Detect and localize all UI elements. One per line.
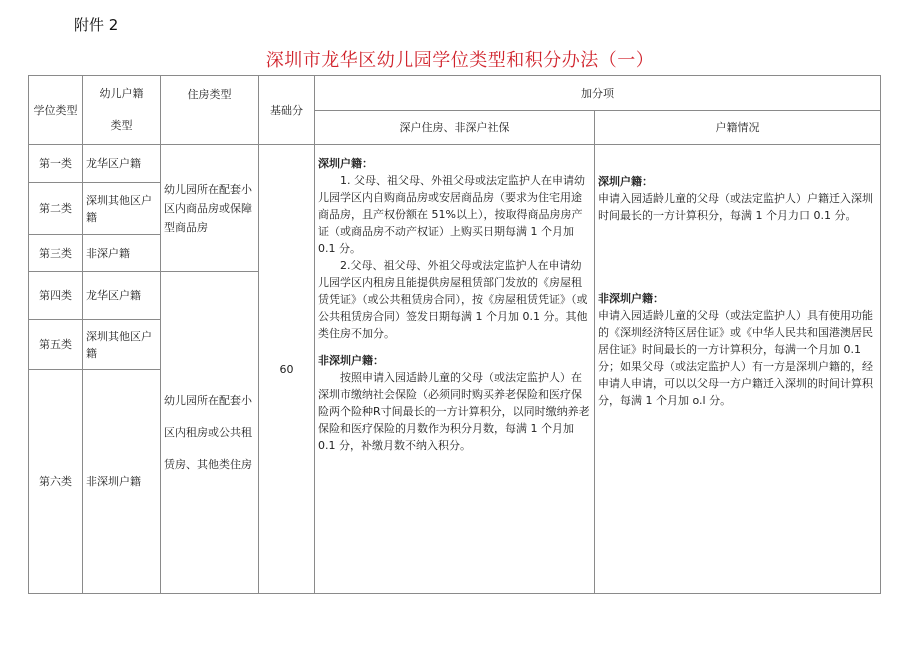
attachment-label: 附件 2: [74, 16, 119, 34]
row-hukou-1: 龙华区户籍: [83, 145, 161, 183]
row-type-5: 第五类: [29, 320, 83, 370]
header-bonus: 加分项: [315, 76, 881, 111]
row-hukou-4: 龙华区户籍: [83, 272, 161, 320]
row-type-4: 第四类: [29, 272, 83, 320]
row-hukou-6: 非深圳户籍: [83, 370, 161, 594]
page-title: 深圳市龙华区幼儿园学位类型和积分办法（一）: [265, 50, 655, 71]
row-type-2: 第二类: [29, 183, 83, 235]
header-household: 幼儿户籍 类型: [83, 76, 161, 145]
housing-type-b: 幼儿园所在配套小区内租房或公共租赁房、其他类住房: [161, 272, 259, 594]
header-bonus-housing: 深户住房、非深户社保: [315, 111, 595, 145]
row-hukou-3: 非深户籍: [83, 235, 161, 272]
header-bonus-hukou: 户籍情况: [595, 111, 881, 145]
housing-type-a: 幼儿园所在配套小区内商品房或保障型商品房: [161, 145, 259, 272]
row-type-3: 第三类: [29, 235, 83, 272]
row-hukou-2: 深圳其他区户籍: [83, 183, 161, 235]
hukou-points-cell: 深圳户籍： 申请入园适龄儿童的父母（或法定监护人）户籍迁入深圳时间最长的一方计算积分，每满 1 个月力口 0.1 分。 非深圳户籍： 申请入园适龄儿童的父母（或法定监护人）具有使用功能的《深圳经济特区居住证》或《中华人民共和国港澳居民居住证》时间最长的一方计算积分，每满一个月加 0.1 分；如果父母（或法定监护人）有一方是深圳户籍的，经申请人申请，可以以父母一方户籍迁入深圳的时间计算积分，每满 1 个月加 o.l 分。: [595, 145, 881, 594]
row-hukou-5: 深圳其他区户籍: [83, 320, 161, 370]
base-score: 60: [259, 145, 315, 594]
header-housing: 住房类型: [161, 76, 259, 145]
housing-points-cell: 深圳户籍： 1. 父母、祖父母、外祖父母或法定监护人在申请幼儿园学区内自购商品房或安居商品房（要求为住宅用途商品房，且产权份额在 51%以上），按取得商品房房产证（或商品房不动产权证）上购买日期每满 1 个月加 0.1 分。 2.父母、祖父母、外祖父母或法定监护人在申请幼儿园学区内租房且能提供房屋租赁部门发放的《房屋租赁凭证》（或公共租赁房合同），按《房屋租赁凭证》（或公共租赁房合同）签发日期每满 1 个月加 0.1 分。其他类住房不加分。 非深圳户籍： 按照申请入园适龄儿童的父母（或法定监护人）在深圳市缴纳社会保险（必须同时购买养老保险和医疗保险两个险种R寸间最长的一方计算积分，以同时缴纳养老保险和医疗保险的月数作为积分月数，每满 1 个月加 0.1 分，补缴月数不纳入积分。: [315, 145, 595, 594]
header-base: 基础分: [259, 76, 315, 145]
row-type-6: 第六类: [29, 370, 83, 594]
row-type-1: 第一类: [29, 145, 83, 183]
header-type: 学位类型: [29, 76, 83, 145]
points-table: [28, 75, 881, 594]
